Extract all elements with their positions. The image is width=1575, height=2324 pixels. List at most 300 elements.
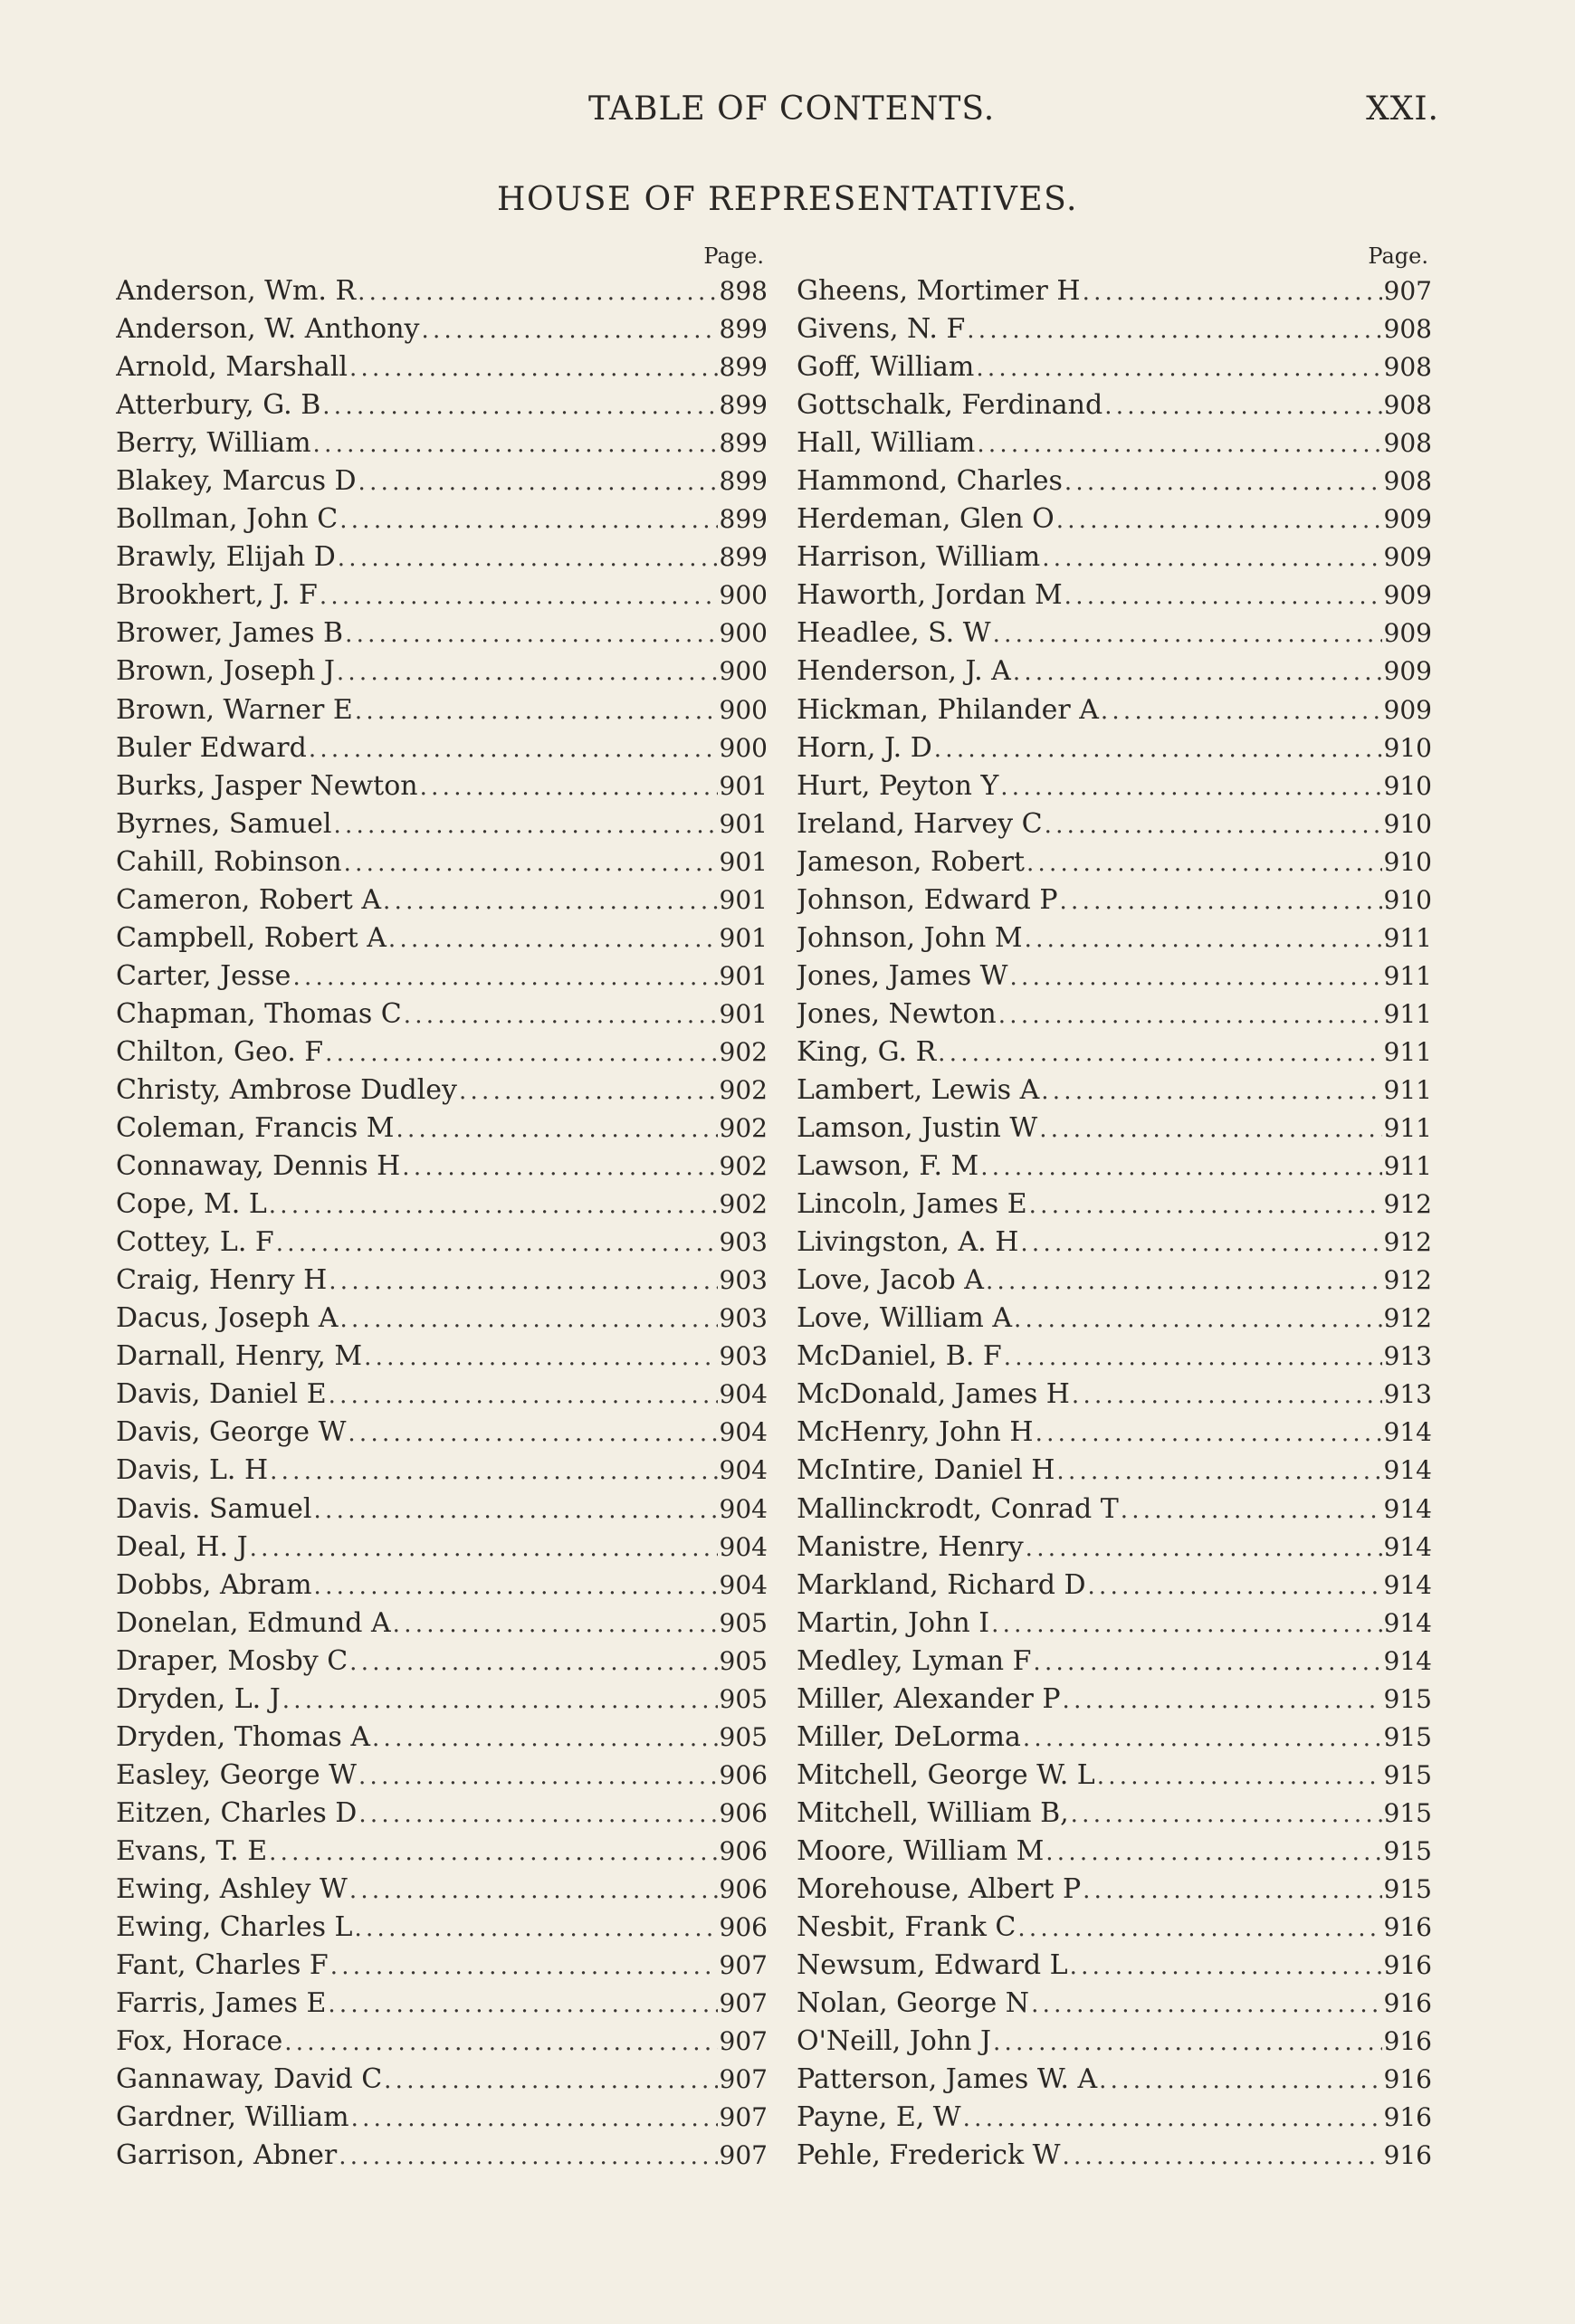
entry-page-number: 915 (1383, 1683, 1432, 1714)
toc-entry (797, 2099, 1432, 2137)
entry-page-number: 915 (1383, 1797, 1432, 1828)
dot-leader (320, 577, 718, 614)
toc-entry (797, 881, 1432, 919)
entry-name: Johnson, John M (797, 921, 1023, 954)
toc-entry (797, 1224, 1432, 1262)
entry-name: Patterson, James W. A (797, 2063, 1098, 2096)
entry-page-number: 912 (1383, 1227, 1432, 1258)
dot-leader (1083, 273, 1382, 310)
entry-page-number: 904 (719, 1455, 768, 1486)
toc-entry (116, 729, 768, 767)
entry-page-number: 914 (1383, 1417, 1432, 1448)
entry-page-number: 903 (719, 1303, 768, 1334)
toc-entry (797, 1033, 1432, 1072)
toc-entry (116, 1300, 768, 1338)
entry-page-number: 899 (719, 390, 768, 421)
entry-name: Darnall, Henry, M (116, 1340, 363, 1373)
entry-page-number: 901 (719, 846, 768, 877)
entry-page-number: 899 (719, 314, 768, 345)
dot-leader (1014, 1300, 1382, 1338)
toc-entry (797, 1414, 1432, 1452)
entry-name: McDonald, James H (797, 1378, 1070, 1411)
toc-entry (797, 1985, 1432, 2023)
entry-page-number: 911 (1383, 1151, 1432, 1182)
toc-entry (116, 1224, 768, 1262)
entry-page-number: 909 (1383, 580, 1432, 611)
toc-entry (797, 1148, 1432, 1186)
toc-entry (797, 1186, 1432, 1224)
dot-leader (1097, 1757, 1382, 1795)
dot-leader (358, 463, 718, 500)
dot-leader (339, 501, 717, 538)
entry-name: Deal, H. J (116, 1530, 248, 1563)
toc-entry (116, 1110, 768, 1148)
dot-leader (1064, 463, 1382, 500)
dot-leader (1020, 1224, 1381, 1262)
dot-leader (338, 539, 718, 576)
dot-leader (329, 1262, 717, 1300)
entry-name: Ewing, Ashley W (116, 1872, 348, 1905)
entry-page-number: 906 (719, 1912, 768, 1943)
dot-leader (938, 1034, 1381, 1072)
entry-name: Brown, Joseph J (116, 655, 335, 688)
entry-page-number: 911 (1383, 998, 1432, 1029)
entry-name: Chapman, Thomas C (116, 997, 402, 1030)
entry-page-number: 910 (1383, 808, 1432, 839)
entry-page-number: 904 (719, 1569, 768, 1600)
dot-leader (364, 1338, 717, 1376)
entry-page-number: 909 (1383, 618, 1432, 649)
entry-name: Newsum, Edward L (797, 1949, 1068, 1982)
toc-entry (116, 1376, 768, 1414)
entry-page-number: 900 (719, 694, 768, 725)
dot-leader (1056, 501, 1382, 538)
entry-page-number: 901 (719, 922, 768, 953)
entry-name: Lincoln, James E (797, 1188, 1027, 1221)
dot-leader (313, 425, 718, 462)
toc-entry (797, 1833, 1432, 1871)
toc-entry (116, 1833, 768, 1871)
toc-entry (116, 767, 768, 805)
dot-leader (349, 1872, 718, 1909)
dot-leader (459, 1072, 718, 1110)
entry-name: Jameson, Robert (797, 845, 1025, 878)
toc-entry (116, 1947, 768, 1985)
toc-entry (116, 1186, 768, 1224)
dot-leader (1042, 539, 1381, 576)
dot-leader (986, 1262, 1382, 1300)
entry-page-number: 915 (1383, 1721, 1432, 1752)
toc-entry (116, 1491, 768, 1529)
entry-page-number: 903 (719, 1341, 768, 1372)
entry-name: Hall, William (797, 427, 976, 460)
entry-page-number: 907 (719, 1988, 768, 2019)
entry-page-number: 899 (719, 466, 768, 497)
toc-entry (116, 538, 768, 576)
toc-entry (797, 2061, 1432, 2099)
entry-page-number: 914 (1383, 1645, 1432, 1676)
entry-page-number: 905 (719, 1645, 768, 1676)
entry-name: Buler Edward (116, 731, 307, 764)
entry-page-number: 904 (719, 1531, 768, 1562)
toc-entry (116, 500, 768, 538)
entry-name: Connaway, Dennis H (116, 1150, 401, 1183)
dot-leader (1070, 1948, 1382, 1985)
entry-page-number: 900 (719, 618, 768, 649)
entry-name: Dobbs, Abram (116, 1568, 312, 1601)
toc-entry (116, 272, 768, 310)
entry-page-number: 910 (1383, 770, 1432, 801)
entry-name: Miller, DeLorma (797, 1720, 1021, 1753)
toc-entry (116, 1719, 768, 1757)
entry-name: Byrnes, Samuel (116, 807, 332, 840)
dot-leader (1026, 1529, 1382, 1567)
entry-name: Herdeman, Glen O (797, 503, 1055, 536)
dot-leader (393, 1605, 718, 1643)
entry-page-number: 903 (719, 1265, 768, 1296)
dot-leader (991, 1605, 1381, 1643)
toc-entry (116, 1072, 768, 1110)
toc-entry (797, 272, 1432, 310)
entry-name: Lawson, F. M (797, 1150, 979, 1183)
toc-entry (797, 767, 1432, 805)
entry-name: Craig, Henry H (116, 1264, 328, 1297)
entry-page-number: 906 (719, 1797, 768, 1828)
entry-name: Davis, George W (116, 1416, 347, 1449)
dot-leader (270, 1452, 717, 1490)
dot-leader (404, 996, 718, 1033)
toc-entry (797, 1338, 1432, 1376)
entry-name: Love, William A (797, 1302, 1012, 1335)
dot-leader (998, 996, 1382, 1033)
entry-page-number: 906 (719, 1873, 768, 1904)
entry-page-number: 901 (719, 960, 768, 991)
dot-leader (1033, 1643, 1381, 1681)
entry-name: Cameron, Robert A (116, 883, 382, 916)
toc-entry (797, 729, 1432, 767)
dot-leader (349, 349, 718, 386)
entry-page-number: 912 (1383, 1265, 1432, 1296)
dot-leader (339, 2138, 717, 2175)
toc-entry (797, 1719, 1432, 1757)
toc-entry (116, 1605, 768, 1643)
dot-leader (329, 1376, 718, 1414)
toc-entry (116, 462, 768, 500)
dot-leader (1063, 1681, 1382, 1719)
dot-leader (1041, 1072, 1381, 1110)
entry-name: Brookhert, J. F (116, 579, 318, 612)
entry-name: Lambert, Lewis A (797, 1073, 1040, 1106)
entry-page-number: 907 (719, 1950, 768, 1981)
entry-page-number: 908 (1383, 314, 1432, 345)
dot-leader (1004, 1338, 1382, 1376)
entry-name: Davis, Daniel E (116, 1378, 327, 1411)
toc-entry (797, 843, 1432, 881)
toc-entry (116, 1757, 768, 1795)
entry-name: Davis, L. H (116, 1454, 269, 1487)
entry-page-number: 915 (1383, 1835, 1432, 1866)
entry-page-number: 911 (1383, 1074, 1432, 1105)
entry-page-number: 911 (1383, 1113, 1432, 1144)
entry-name: Draper, Mosby C (116, 1644, 348, 1677)
dot-leader (1083, 1872, 1381, 1909)
entry-page-number: 902 (719, 1074, 768, 1105)
toc-entry (116, 957, 768, 995)
entry-name: O'Neill, John J (797, 2025, 991, 2058)
entry-page-number: 911 (1383, 922, 1432, 953)
dot-leader (977, 425, 1381, 462)
dot-leader (1045, 806, 1382, 843)
toc-entry (797, 1643, 1432, 1681)
entry-name: Gannaway, David C (116, 2063, 383, 2096)
entry-name: Fant, Charles F (116, 1949, 329, 1982)
toc-entry (116, 1033, 768, 1072)
entry-page-number: 911 (1383, 960, 1432, 991)
dot-leader (269, 1186, 718, 1224)
toc-entry (797, 1452, 1432, 1490)
entry-page-number: 916 (1383, 2102, 1432, 2133)
entry-page-number: 908 (1383, 352, 1432, 383)
entry-page-number: 916 (1383, 1912, 1432, 1943)
entry-name: Farris, James E (116, 1987, 327, 2020)
toc-entry (797, 2137, 1432, 2175)
toc-entry (797, 652, 1432, 691)
entry-page-number: 910 (1383, 732, 1432, 763)
dot-leader (322, 387, 717, 424)
entry-name: Jones, Newton (797, 997, 997, 1030)
dot-leader (384, 2062, 717, 2099)
entry-name: Brower, James B (116, 617, 344, 650)
entry-name: Atterbury, G. B (116, 389, 321, 422)
entry-page-number: 907 (719, 2064, 768, 2095)
entry-page-number: 900 (719, 656, 768, 687)
entry-page-number: 904 (719, 1417, 768, 1448)
dot-leader (1101, 692, 1382, 729)
entry-page-number: 904 (719, 1379, 768, 1410)
entry-page-number: 909 (1383, 542, 1432, 573)
toc-entry (797, 1262, 1432, 1300)
dot-leader (1099, 2062, 1381, 2099)
entry-name: Nolan, George N (797, 1987, 1030, 2020)
entry-page-number: 905 (719, 1607, 768, 1638)
entry-name: Christy, Ambrose Dudley (116, 1073, 457, 1106)
entry-page-number: 914 (1383, 1607, 1432, 1638)
dot-leader (1104, 387, 1381, 424)
toc-entry (116, 2061, 768, 2099)
toc-entry (116, 1681, 768, 1719)
toc-entry (797, 1529, 1432, 1567)
entry-page-number: 913 (1383, 1379, 1432, 1410)
toc-entry (116, 1414, 768, 1452)
toc-entry (116, 843, 768, 881)
toc-entry (797, 538, 1432, 576)
toc-entry (116, 1909, 768, 1947)
dot-leader (1063, 2138, 1382, 2175)
entry-page-number: 909 (1383, 504, 1432, 535)
entry-name: Givens, N. F (797, 313, 966, 346)
entry-name: Markland, Richard D (797, 1568, 1086, 1601)
entry-page-number: 902 (719, 1151, 768, 1182)
dot-leader (396, 1110, 718, 1148)
entry-name: King, G. R (797, 1035, 937, 1068)
entry-name: Mitchell, William B, (797, 1796, 1069, 1829)
dot-leader (1121, 1491, 1382, 1529)
entry-page-number: 902 (719, 1113, 768, 1144)
toc-entry (797, 1567, 1432, 1605)
toc-entry (116, 805, 768, 843)
dot-leader (340, 1300, 718, 1338)
toc-entry (797, 614, 1432, 652)
toc-entry (797, 1909, 1432, 1947)
entry-page-number: 908 (1383, 390, 1432, 421)
entry-name: Cottey, L. F (116, 1226, 274, 1259)
entry-name: McDaniel, B. F (797, 1340, 1002, 1373)
dot-leader (328, 1986, 717, 2023)
toc-entry (797, 1110, 1432, 1148)
entry-name: Jones, James W (797, 959, 1008, 992)
toc-entry (797, 1491, 1432, 1529)
entry-name: Donelan, Edmund A (116, 1606, 391, 1639)
dot-leader (980, 1148, 1381, 1186)
running-title: TABLE OF CONTENTS. (588, 90, 996, 128)
entry-name: Carter, Jesse (116, 959, 291, 992)
page-column-label: Page. (703, 243, 764, 269)
entry-name: Morehouse, Albert P (797, 1872, 1082, 1905)
entry-name: Lamson, Justin W (797, 1112, 1038, 1145)
toc-entry (797, 1795, 1432, 1833)
entry-name: Pehle, Frederick W (797, 2139, 1061, 2172)
toc-entry (797, 995, 1432, 1033)
entry-name: Brawly, Elijah D (116, 541, 336, 574)
entry-name: Headlee, S. W (797, 617, 991, 650)
entry-page-number: 911 (1383, 1036, 1432, 1067)
entry-name: Cahill, Robinson (116, 845, 342, 878)
toc-entry (797, 1300, 1432, 1338)
dot-leader (1060, 882, 1382, 919)
toc-entry (116, 1148, 768, 1186)
dot-leader (345, 615, 717, 652)
entry-name: Gottschalk, Ferdinand (797, 389, 1103, 422)
toc-entry (797, 348, 1432, 386)
dot-leader (402, 1148, 717, 1186)
entry-page-number: 916 (1383, 2064, 1432, 2095)
dot-leader (967, 311, 1381, 348)
toc-entry (116, 1871, 768, 1909)
entry-page-number: 901 (719, 884, 768, 915)
toc-entry (116, 2099, 768, 2137)
dot-leader (1029, 1186, 1382, 1224)
entry-page-number: 901 (719, 770, 768, 801)
toc-entry (116, 1452, 768, 1490)
entry-page-number: 914 (1383, 1569, 1432, 1600)
entry-name: Martin, John I (797, 1606, 990, 1639)
toc-entry (116, 1643, 768, 1681)
entry-name: Haworth, Jordan M (797, 579, 1063, 612)
entry-name: Miller, Alexander P (797, 1682, 1061, 1715)
toc-entry (116, 386, 768, 424)
toc-entry (116, 1338, 768, 1376)
entry-name: Moore, William M (797, 1834, 1045, 1867)
toc-entry (797, 462, 1432, 500)
entry-name: Fox, Horace (116, 2025, 283, 2058)
entry-page-number: 916 (1383, 2026, 1432, 2057)
dot-leader (309, 730, 718, 767)
dot-leader (1039, 1110, 1381, 1148)
dot-leader (351, 2100, 718, 2137)
toc-entry (797, 386, 1432, 424)
dot-leader (1017, 1910, 1381, 1947)
dot-leader (1045, 1833, 1381, 1871)
dot-leader (422, 311, 718, 348)
toc-entry (797, 805, 1432, 843)
toc-entry (797, 2023, 1432, 2061)
entry-name: Payne, E, W (797, 2101, 961, 2134)
dot-leader (420, 768, 718, 805)
entry-page-number: 903 (719, 1227, 768, 1258)
entry-name: Henderson, J. A (797, 655, 1011, 688)
entry-name: Horn, J. D (797, 731, 932, 764)
toc-entry (116, 995, 768, 1033)
entry-name: Dacus, Joseph A (116, 1302, 339, 1335)
entry-page-number: 900 (719, 580, 768, 611)
entry-name: Blakey, Marcus D (116, 465, 357, 498)
entry-page-number: 909 (1383, 694, 1432, 725)
dot-leader (1023, 1719, 1382, 1757)
dot-leader (993, 615, 1382, 652)
toc-entry (797, 576, 1432, 614)
entry-name: Medley, Lyman F (797, 1644, 1032, 1677)
entry-page-number: 916 (1383, 2140, 1432, 2171)
entry-page-number: 899 (719, 542, 768, 573)
dot-leader (330, 1948, 718, 1985)
toc-entry (116, 348, 768, 386)
dot-leader (349, 1643, 717, 1681)
dot-leader (276, 1224, 718, 1262)
dot-leader (1025, 920, 1382, 957)
toc-column-left (116, 240, 768, 2175)
page-column-label: Page. (1368, 243, 1428, 269)
toc-entry (116, 691, 768, 729)
entry-name: McIntire, Daniel H (797, 1454, 1055, 1487)
entry-name: Mitchell, George W. L (797, 1758, 1095, 1791)
toc-entry (116, 1529, 768, 1567)
entry-name: Dryden, L. J (116, 1682, 281, 1715)
toc-entry (116, 881, 768, 919)
toc-entry (797, 1605, 1432, 1643)
entry-page-number: 898 (719, 276, 768, 306)
dot-leader (993, 2024, 1382, 2061)
entry-name: McHenry, John H (797, 1416, 1034, 1449)
entry-page-number: 899 (719, 504, 768, 535)
entry-name: Bollman, John C (116, 503, 339, 536)
entry-page-number: 899 (719, 428, 768, 459)
dot-leader (358, 1757, 718, 1795)
dot-leader (1064, 577, 1382, 614)
entry-name: Ewing, Charles L (116, 1911, 353, 1944)
entry-name: Manistre, Henry (797, 1530, 1024, 1563)
dot-leader (1036, 1414, 1382, 1452)
toc-entry (116, 1985, 768, 2023)
entry-name: Hammond, Charles (797, 465, 1063, 498)
dot-leader (314, 1491, 718, 1529)
dot-leader (358, 1795, 717, 1833)
entry-page-number: 907 (1383, 276, 1432, 306)
entry-page-number: 909 (1383, 656, 1432, 687)
entry-name: Goff, William (797, 351, 975, 384)
entry-name: Hickman, Philander A (797, 693, 1099, 726)
dot-leader (383, 882, 718, 919)
entry-name: Mallinckrodt, Conrad T (797, 1492, 1119, 1525)
